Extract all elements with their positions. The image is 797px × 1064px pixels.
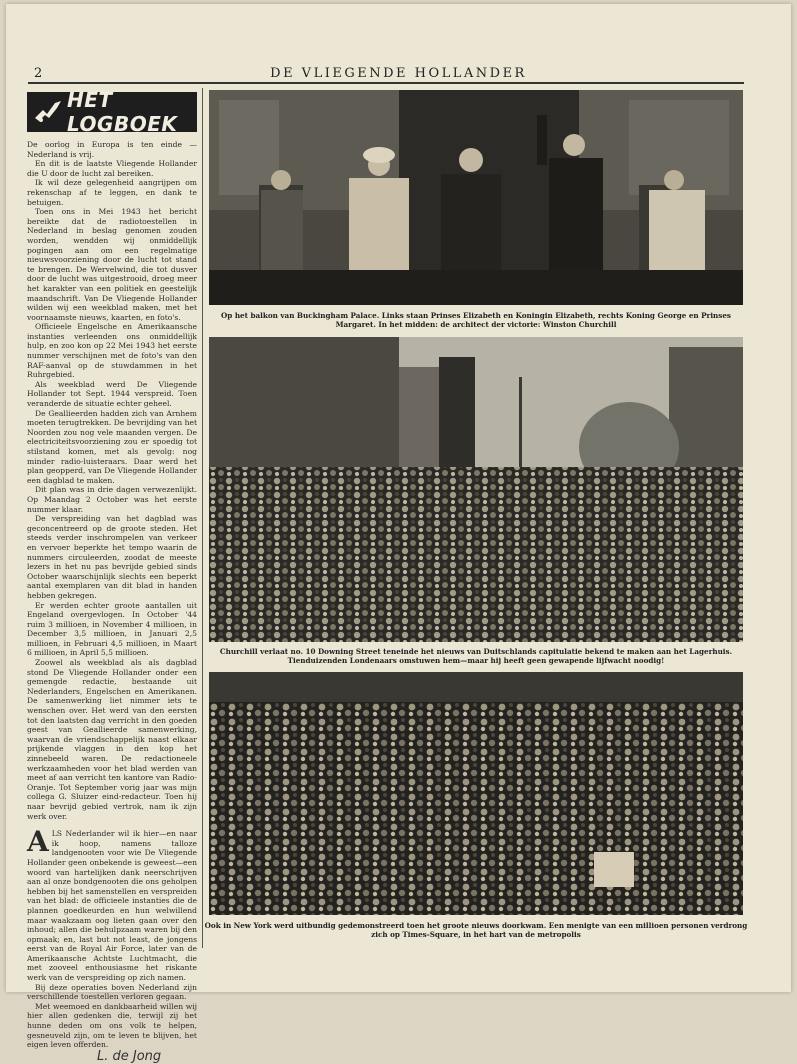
photo-caption: Op het balkon van Buckingham Palace. Links staan Prinses Elizabeth en Koningin Elizabeth, rechts Koning George en Prinses Margaret. In het midden: de architect der victorie: Winston Churchill <box>221 311 731 329</box>
column-paragraph <box>27 825 197 983</box>
column-paragraph: Zoowel als weekblad als als dagblad stond De Vliegende Hollander onder een gemengde redactie, bestaande uit Nederlanders, Engelschen en Amerikanen. De samenwerking liet nimmer iets te wenschen over. Het werd van den eersten tot den laatsten dag verricht in den goeden geest van Geallieerde samenwerking, waarvan de vriendschappelijk naast elkaar prijkende vlaggen in den kop het zinnebeeld waren. De redactioneele werkzaamheden voor het blad werden van meet af aan verricht ten kantore van Radio-Oranje. Tot September vorig jaar was mijn collega G. Sluizer eind-redacteur. Toen hij naar bevrijd gebied vertrok, nam ik zijn werk over. <box>27 658 197 821</box>
photo-balcony <box>209 90 743 305</box>
column-divider <box>202 88 203 948</box>
photo-caption: Churchill verlaat no. 10 Downing Street teneinde het nieuws van Duitschlands capitulatie bekend te maken aan het Lagerhuis. Tienduizenden Londenaars omstuwen hem—maar hij heeft geen gewapende lijfwacht noodig! <box>219 647 733 665</box>
column-paragraph: De Geallieerden hadden zich van Arnhem moeten terugtrekken. De bevrijding van het Noorden zou nog vele maanden vergen. De electriciteitsvoorziening zou er spoedig tot stilstand komen, met als gevolg: nog minder radio-luisteraars. Daar werd het plan geopperd, van De Vliegende Hollander een dagblad te maken. <box>27 408 197 485</box>
page-number: 2 <box>34 66 43 81</box>
logboek-column <box>27 140 197 1064</box>
column-paragraph: Als weekblad werd De Vliegende Hollander tot Sept. 1944 verspreid. Toen veranderde de situatie echter geheel. <box>27 379 197 409</box>
drop-cap: A <box>27 825 49 859</box>
column-paragraph: Toen ons in Mei 1943 het bericht bereikte dat de radiotoestellen in Nederland in beslag genomen zouden worden, wendden wij onmiddellijk pogingen aan om een regelmatige nieuwsvoorziening door de lucht tot stand te brengen. De Wervelwind, die tot dusver door de lucht was uitgestrooid, droeg meer het karakter van een politiek en geestelijk maandschrift. Van De Vliegende Hollander wilden wij een weekblad maken, met het voornaamste nieuws, kaarten, en foto's. <box>27 207 197 322</box>
header-rule <box>28 82 744 84</box>
photo-caption: Ook in New York werd uitbundig gedemonstreerd toen het groote nieuws doorkwam. Een menigte van een millioen personen verdrong zich op Times-Square, in het hart van de metropolis <box>204 921 748 939</box>
logboek-header <box>27 88 197 136</box>
column-paragraph: Bij deze operaties boven Nederland zijn verschillende toestellen verloren gegaan. <box>27 982 197 1002</box>
closing-text: LS Nederlander wil ik hier—en naar ik hoop, namens talloze landgenooten voor wie De Vliegende Hollander geen onbekende is geweest—een woord van hartelijken dank neerschrijven aan al onze bondgenooten die ons geholpen hebben bij het samenstellen en verspreiden van het blad: de officieele instanties die de plannen goedkeurden en hun welwillend maar waakzaam oog lieten gaan over den inhoud; allen die behulpzaam waren bij den opmaak; en, last but not least, de jongens eerst van de Royal Air Force, later van de Amerikaansche Achtste Luchtmacht, die met zooveel enthousiasme het riskante werk van de verspreiding op zich namen. <box>27 829 197 983</box>
column-paragraph: Er werden echter groote aantallen uit Engeland overgevlogen. In October '44 ruim 3 millioen, in November 4 millioen, in December 3,5 millioen, in Januari 2,5 millioen, in Februari 4,5 millioen, in Maart 6 millioen, in April 5,5 millioen. <box>27 600 197 658</box>
masthead: DE VLIEGENDE HOLLANDER <box>270 66 527 81</box>
column-paragraph: Met weemoed en dankbaarheid willen wij hier allen gedenken die, terwijl zij het hunne deden om ons volk te helpen, gesneuveld zijn, om te leven te blijven, het eigen leven offerden. <box>27 1001 197 1050</box>
column-paragraph: Ik wil deze gelegenheid aangrijpen om rekenschap af te leggen, en dank te betuigen. <box>27 178 197 207</box>
logboek-title: HET LOGBOEK <box>67 88 178 136</box>
signature: L. de Jong <box>97 1048 162 1064</box>
column-paragraph: En dit is de laatste Vliegende Hollander die U door de lucht zal bereiken. <box>27 159 197 178</box>
column-paragraph: De oorlog in Europa is ten einde — Nederland is vrij. <box>27 140 197 159</box>
column-paragraph: Dit plan was in drie dagen verwezenlijkt. Op Maandag 2 October was het eerste nummer klaar. <box>27 485 197 514</box>
column-paragraph: Officieele Engelsche en Amerikaansche instanties verleenden ons onmiddellijk hulp, en zoo kon op 22 Mei 1943 het eerste nummer verschijnen met de foto's van den RAF-aanval op de stuwdammen in het Ruhrgebied. <box>27 322 197 380</box>
photo-times-square <box>209 672 743 915</box>
photo-downing-street <box>209 337 743 642</box>
flying-dutchman-logo-icon <box>33 98 63 126</box>
column-paragraph: De verspreiding van het dagblad was geconcentreerd op de groote steden. Het steeds verder inschrompelen van verkeer en vervoer beperkte het tempo waarin de nummers circuleerden, zoodat de meeste lezers in het nu pas bevrijde gebied sinds October waarschijnlijk slechts een beperkt aantal exemplaren van dit blad in handen hebben gekregen. <box>27 514 197 600</box>
